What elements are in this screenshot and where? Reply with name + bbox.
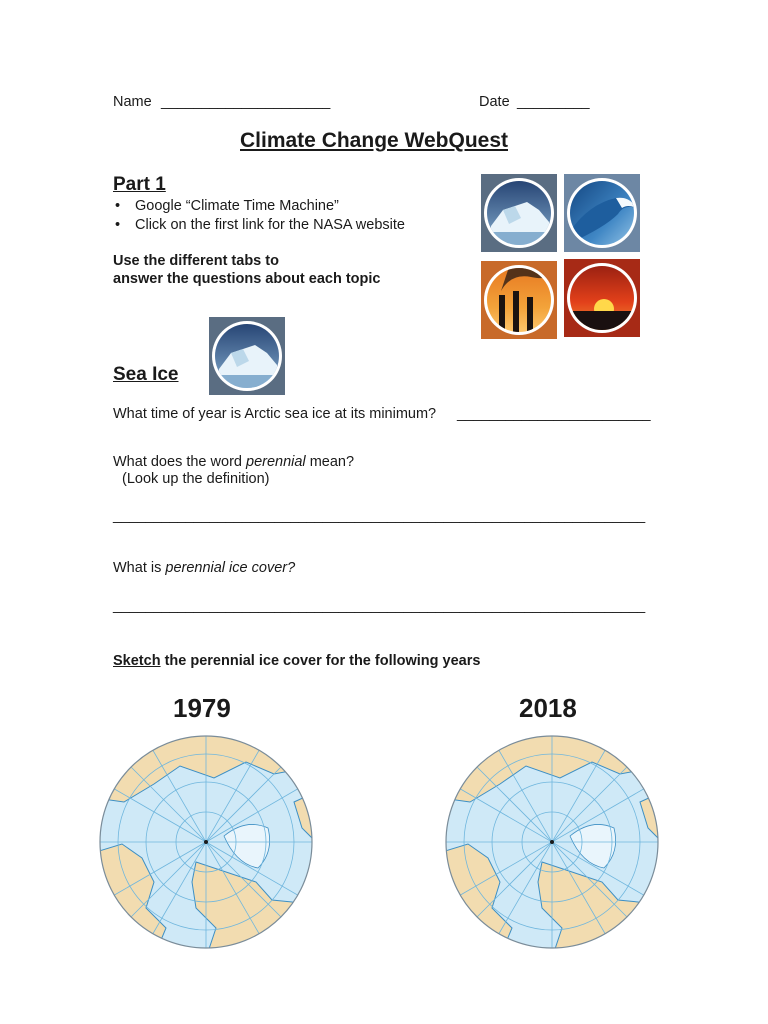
bullet-nasa-link: • Click on the first link for the NASA website (135, 216, 405, 235)
question-perennial-note: (Look up the definition) (122, 471, 270, 487)
year-label-right: 2018 (519, 693, 577, 723)
arctic-map-2018[interactable] (442, 732, 662, 952)
name-field-blank[interactable]: _____________________ (161, 94, 331, 110)
answer-line-perennial[interactable]: __________________________________________________________________ (113, 508, 646, 524)
question-perennial-term: perennial (246, 454, 306, 470)
bullet-google-search: • Google “Climate Time Machine” (135, 197, 405, 216)
answer-line-ice-cover[interactable]: __________________________________________________________________ (113, 598, 646, 614)
question-perennial-suffix: mean? (305, 454, 355, 470)
date-field-blank[interactable]: _________ (517, 94, 590, 110)
question-perennial-prefix: What does the word (113, 454, 246, 470)
question-perennial-ice-cover (113, 560, 295, 576)
question-perennial (113, 454, 354, 470)
sketch-instruction-rest: the perennial ice cover for the following years (160, 653, 481, 669)
instruction-line-2: answer the questions about each topic (113, 271, 381, 287)
question-ice-cover-prefix: What is (113, 560, 166, 576)
sea-ice-section-icon (209, 317, 285, 395)
instruction-line-1: Use the different tabs to (113, 253, 279, 269)
name-label: Name (113, 94, 152, 110)
part1-heading: Part 1 (113, 174, 166, 195)
question-arctic-minimum: What time of year is Arctic sea ice at its minimum? (113, 406, 437, 422)
page-title: Climate Change WebQuest (240, 129, 508, 152)
arctic-map-1979[interactable] (96, 732, 316, 952)
smokestacks-photo-tile (481, 261, 557, 339)
sea-ice-heading: Sea Ice (113, 364, 179, 385)
sketch-instruction (113, 653, 480, 669)
sea-ice-photo-tile (481, 174, 557, 252)
part1-bullet-list (113, 197, 405, 235)
question-ice-cover-term: perennial ice cover? (165, 560, 296, 576)
year-label-left: 1979 (173, 693, 231, 723)
date-label: Date (479, 94, 510, 110)
answer-blank-arctic-minimum[interactable]: ________________________ (457, 406, 651, 422)
ocean-wave-photo-tile (564, 174, 640, 252)
sketch-word: Sketch (113, 653, 161, 669)
sunset-photo-tile (564, 259, 640, 337)
